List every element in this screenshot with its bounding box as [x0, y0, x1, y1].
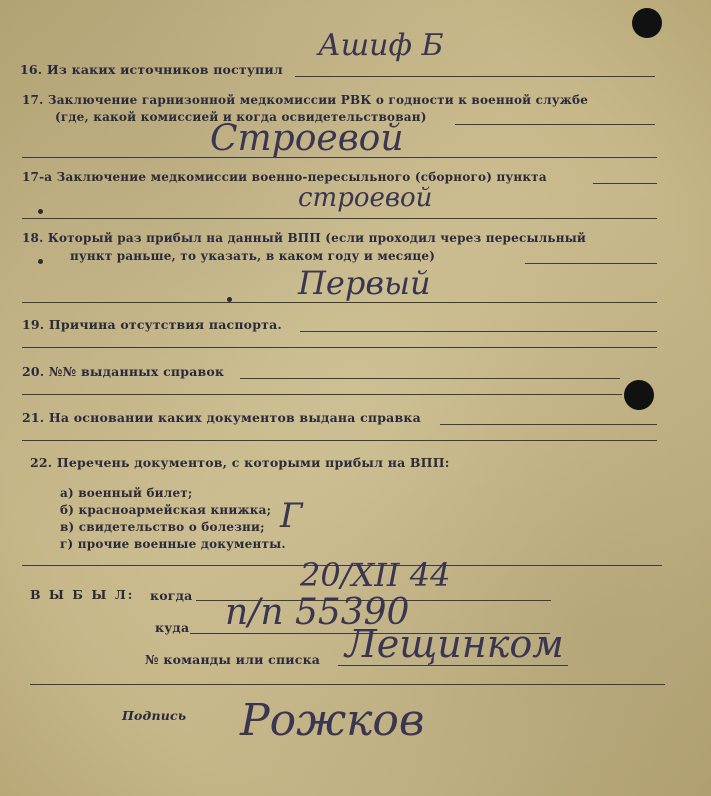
item-18-line-b [22, 302, 657, 303]
departure-team-value: Лещинком [345, 622, 564, 666]
punch-hole-middle [624, 380, 654, 410]
departure-team-label: № команды или списка [145, 652, 321, 667]
item-21-line [440, 424, 657, 425]
item-22-option-b: б) красноармейская книжка; [60, 503, 272, 517]
item-20-line [240, 378, 620, 379]
item-17a-value: строевой [298, 183, 433, 213]
departure-when-value: 20/XII 44 [300, 556, 451, 594]
item-20-label: 20. №№ выданных справок [22, 364, 225, 379]
item-17-value: Строевой [210, 118, 404, 159]
item-17-line2: (где, какой комиссией и когда освидетельствован) [55, 110, 427, 124]
item-22-option-a: а) военный билет; [60, 486, 193, 500]
item-17-line1: 17. Заключение гарнизонной медкомиссии РВК о годности к военной службе [22, 93, 589, 107]
item-18-line1: 18. Который раз прибыл на данный ВПП (если проходил через пересыльный [22, 231, 587, 245]
item-18-line-a [525, 263, 657, 264]
departure-where-label: куда [155, 620, 190, 635]
item-17a-line-a [593, 183, 657, 184]
item-21-label: 21. На основании каких документов выдана справка [22, 410, 421, 425]
item-16-label: 16. Из каких источников поступил [20, 62, 283, 77]
ink-dot [38, 209, 43, 214]
item-18-value: Первый [298, 264, 431, 302]
item-17-line-b [22, 157, 657, 158]
item-22-label: 22. Перечень документов, с которыми прибыл на ВПП: [30, 455, 450, 470]
item-17a-line-b [22, 218, 657, 219]
item-22-option-c: в) свидетельство о болезни; [60, 520, 265, 534]
item-19-line-b [22, 347, 657, 348]
item-16-line [295, 76, 655, 77]
departure-where-value: п/п 55390 [225, 592, 410, 633]
item-19-line [300, 331, 657, 332]
punch-hole-top [632, 8, 662, 38]
item-21-line-b [22, 440, 657, 441]
item-18-line2: пункт раньше, то указать, в каком году и месяце) [70, 249, 436, 263]
item-22-mark: Г [280, 496, 303, 536]
item-19-label: 19. Причина отсутствия паспорта. [22, 317, 282, 332]
departure-when-label: когда [150, 588, 193, 603]
item-17-line-a [455, 124, 655, 125]
ink-dot [38, 259, 43, 264]
signature-value: Рожков [240, 695, 425, 746]
item-20-line-b [22, 394, 622, 395]
item-17a-label: 17-а Заключение медкомиссии военно-пересыльного (сборного) пункта [22, 170, 547, 184]
departure-bottom-line [30, 684, 665, 685]
departure-heading: В Ы Б Ы Л: [30, 587, 135, 602]
signature-label: Подпись [122, 708, 187, 723]
item-22-option-d: г) прочие военные документы. [60, 537, 286, 551]
item-16-value: Ашиф Б [318, 28, 444, 63]
